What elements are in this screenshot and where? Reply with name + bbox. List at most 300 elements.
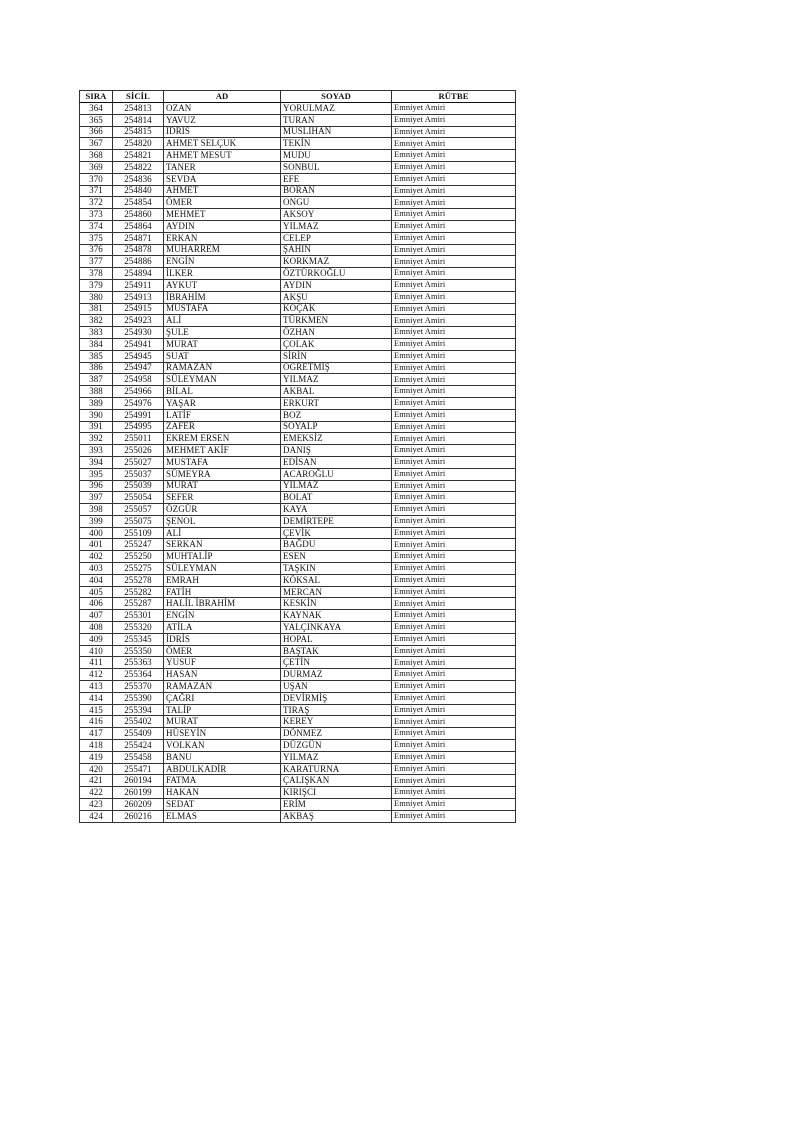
cell-sira: 416 xyxy=(80,716,113,728)
cell-rutbe: Emniyet Amiri xyxy=(392,209,516,221)
cell-ad: YUSUF xyxy=(164,657,281,669)
cell-soyad: HOPAL xyxy=(281,633,392,645)
cell-sira: 403 xyxy=(80,563,113,575)
cell-ad: AYKUT xyxy=(164,279,281,291)
cell-rutbe: Emniyet Amiri xyxy=(392,504,516,516)
cell-rutbe: Emniyet Amiri xyxy=(392,114,516,126)
cell-sira: 364 xyxy=(80,103,113,115)
cell-sicil: 255424 xyxy=(113,740,164,752)
table-row xyxy=(80,692,516,704)
cell-soyad: AKŞU xyxy=(281,291,392,303)
cell-sira: 418 xyxy=(80,740,113,752)
cell-soyad: DÜZGÜN xyxy=(281,740,392,752)
table-row xyxy=(80,374,516,386)
table-row xyxy=(80,574,516,586)
cell-soyad: TURAN xyxy=(281,114,392,126)
cell-soyad: ŞAHİN xyxy=(281,244,392,256)
cell-rutbe: Emniyet Amiri xyxy=(392,303,516,315)
cell-ad: EMRAH xyxy=(164,574,281,586)
cell-rutbe: Emniyet Amiri xyxy=(392,279,516,291)
cell-sira: 388 xyxy=(80,386,113,398)
cell-sira: 381 xyxy=(80,303,113,315)
cell-ad: AHMET SELÇUK xyxy=(164,138,281,150)
cell-sicil: 254821 xyxy=(113,150,164,162)
cell-soyad: TÜRKMEN xyxy=(281,315,392,327)
cell-rutbe: Emniyet Amiri xyxy=(392,645,516,657)
cell-rutbe: Emniyet Amiri xyxy=(392,445,516,457)
cell-ad: ZAFER xyxy=(164,421,281,433)
table-row xyxy=(80,103,516,115)
table-row xyxy=(80,291,516,303)
cell-sira: 386 xyxy=(80,362,113,374)
table-row xyxy=(80,268,516,280)
cell-sira: 366 xyxy=(80,126,113,138)
cell-sira: 380 xyxy=(80,291,113,303)
cell-rutbe: Emniyet Amiri xyxy=(392,161,516,173)
table-row xyxy=(80,445,516,457)
cell-sicil: 254991 xyxy=(113,409,164,421)
cell-sira: 389 xyxy=(80,397,113,409)
cell-sira: 397 xyxy=(80,492,113,504)
cell-sicil: 254915 xyxy=(113,303,164,315)
table-row xyxy=(80,138,516,150)
cell-sicil: 255471 xyxy=(113,763,164,775)
cell-rutbe: Emniyet Amiri xyxy=(392,799,516,811)
cell-rutbe: Emniyet Amiri xyxy=(392,138,516,150)
cell-sicil: 260194 xyxy=(113,775,164,787)
cell-rutbe: Emniyet Amiri xyxy=(392,315,516,327)
cell-sira: 423 xyxy=(80,799,113,811)
cell-soyad: UŞAN xyxy=(281,681,392,693)
cell-rutbe: Emniyet Amiri xyxy=(392,173,516,185)
cell-sira: 411 xyxy=(80,657,113,669)
cell-soyad: ÇALIŞKAN xyxy=(281,775,392,787)
cell-sira: 401 xyxy=(80,539,113,551)
cell-sicil: 254836 xyxy=(113,173,164,185)
cell-rutbe: Emniyet Amiri xyxy=(392,728,516,740)
cell-rutbe: Emniyet Amiri xyxy=(392,421,516,433)
cell-ad: SEFER xyxy=(164,492,281,504)
cell-soyad: ÖZHAN xyxy=(281,327,392,339)
cell-soyad: KIRIŞCI xyxy=(281,787,392,799)
cell-soyad: DEMİRTEPE xyxy=(281,515,392,527)
cell-sicil: 255057 xyxy=(113,504,164,516)
table-row xyxy=(80,539,516,551)
cell-rutbe: Emniyet Amiri xyxy=(392,551,516,563)
cell-sicil: 255278 xyxy=(113,574,164,586)
cell-sira: 377 xyxy=(80,256,113,268)
cell-soyad: ÖZTÜRKOĞLU xyxy=(281,268,392,280)
table-row xyxy=(80,633,516,645)
cell-ad: MEHMET AKİF xyxy=(164,445,281,457)
cell-sira: 404 xyxy=(80,574,113,586)
table-row xyxy=(80,504,516,516)
cell-sira: 406 xyxy=(80,598,113,610)
cell-ad: TALİP xyxy=(164,704,281,716)
cell-rutbe: Emniyet Amiri xyxy=(392,539,516,551)
cell-rutbe: Emniyet Amiri xyxy=(392,692,516,704)
cell-ad: İBRAHİM xyxy=(164,291,281,303)
cell-sira: 382 xyxy=(80,315,113,327)
cell-sicil: 255026 xyxy=(113,445,164,457)
cell-sicil: 255275 xyxy=(113,563,164,575)
table-row xyxy=(80,669,516,681)
cell-sicil: 255370 xyxy=(113,681,164,693)
cell-sicil: 255394 xyxy=(113,704,164,716)
cell-sira: 372 xyxy=(80,197,113,209)
cell-ad: İDRİS xyxy=(164,633,281,645)
cell-soyad: BAŞTAK xyxy=(281,645,392,657)
cell-rutbe: Emniyet Amiri xyxy=(392,456,516,468)
cell-sira: 412 xyxy=(80,669,113,681)
cell-ad: İLKER xyxy=(164,268,281,280)
cell-sicil: 254886 xyxy=(113,256,164,268)
cell-ad: ÖMER xyxy=(164,645,281,657)
cell-ad: ÖZGÜR xyxy=(164,504,281,516)
cell-soyad: DEVİRMİŞ xyxy=(281,692,392,704)
table-row xyxy=(80,433,516,445)
cell-ad: SÜLEYMAN xyxy=(164,374,281,386)
cell-rutbe: Emniyet Amiri xyxy=(392,492,516,504)
cell-sicil: 255039 xyxy=(113,480,164,492)
cell-rutbe: Emniyet Amiri xyxy=(392,586,516,598)
cell-ad: ENGİN xyxy=(164,256,281,268)
table-row xyxy=(80,515,516,527)
cell-sira: 422 xyxy=(80,787,113,799)
table-row xyxy=(80,810,516,822)
cell-ad: AHMET MESUT xyxy=(164,150,281,162)
cell-rutbe: Emniyet Amiri xyxy=(392,515,516,527)
cell-soyad: EFE xyxy=(281,173,392,185)
table-row xyxy=(80,799,516,811)
cell-sira: 405 xyxy=(80,586,113,598)
cell-sira: 394 xyxy=(80,456,113,468)
cell-rutbe: Emniyet Amiri xyxy=(392,150,516,162)
cell-sira: 384 xyxy=(80,338,113,350)
cell-sicil: 255250 xyxy=(113,551,164,563)
cell-sicil: 255364 xyxy=(113,669,164,681)
table-row xyxy=(80,681,516,693)
header-rutbe: RÜTBE xyxy=(392,91,516,103)
cell-soyad: YILMAZ xyxy=(281,220,392,232)
table-row xyxy=(80,161,516,173)
cell-soyad: TAŞKIN xyxy=(281,563,392,575)
cell-sira: 420 xyxy=(80,763,113,775)
cell-sira: 395 xyxy=(80,468,113,480)
cell-rutbe: Emniyet Amiri xyxy=(392,657,516,669)
cell-ad: YAVUZ xyxy=(164,114,281,126)
cell-rutbe: Emniyet Amiri xyxy=(392,787,516,799)
cell-rutbe: Emniyet Amiri xyxy=(392,197,516,209)
table-row xyxy=(80,598,516,610)
cell-ad: ALİ xyxy=(164,315,281,327)
table-row xyxy=(80,279,516,291)
cell-soyad: ÇEVİK xyxy=(281,527,392,539)
cell-soyad: ERİM xyxy=(281,799,392,811)
cell-sicil: 254854 xyxy=(113,197,164,209)
cell-rutbe: Emniyet Amiri xyxy=(392,220,516,232)
cell-rutbe: Emniyet Amiri xyxy=(392,362,516,374)
cell-soyad: ACAROĞLU xyxy=(281,468,392,480)
table-row xyxy=(80,610,516,622)
cell-ad: MURAT xyxy=(164,338,281,350)
cell-sicil: 254813 xyxy=(113,103,164,115)
table-row xyxy=(80,775,516,787)
cell-sira: 421 xyxy=(80,775,113,787)
table-row xyxy=(80,480,516,492)
cell-sicil: 254815 xyxy=(113,126,164,138)
cell-soyad: DANIŞ xyxy=(281,445,392,457)
cell-ad: OZAN xyxy=(164,103,281,115)
cell-ad: HASAN xyxy=(164,669,281,681)
cell-sicil: 260216 xyxy=(113,810,164,822)
table-row xyxy=(80,256,516,268)
cell-sira: 392 xyxy=(80,433,113,445)
table-row xyxy=(80,244,516,256)
cell-rutbe: Emniyet Amiri xyxy=(392,386,516,398)
cell-rutbe: Emniyet Amiri xyxy=(392,268,516,280)
cell-soyad: BORAN xyxy=(281,185,392,197)
cell-ad: ERKAN xyxy=(164,232,281,244)
cell-sira: 415 xyxy=(80,704,113,716)
table-row xyxy=(80,362,516,374)
cell-sira: 387 xyxy=(80,374,113,386)
cell-ad: ABDULKADİR xyxy=(164,763,281,775)
header-sira: SIRA xyxy=(80,91,113,103)
cell-sicil: 254871 xyxy=(113,232,164,244)
cell-ad: BİLAL xyxy=(164,386,281,398)
cell-soyad: ERKURT xyxy=(281,397,392,409)
cell-sicil: 255350 xyxy=(113,645,164,657)
cell-sicil: 254822 xyxy=(113,161,164,173)
cell-sicil: 255320 xyxy=(113,622,164,634)
cell-ad: AYDIN xyxy=(164,220,281,232)
table-row xyxy=(80,150,516,162)
cell-sira: 367 xyxy=(80,138,113,150)
cell-rutbe: Emniyet Amiri xyxy=(392,397,516,409)
table-row xyxy=(80,716,516,728)
cell-sira: 371 xyxy=(80,185,113,197)
cell-rutbe: Emniyet Amiri xyxy=(392,763,516,775)
cell-sira: 390 xyxy=(80,409,113,421)
table-row xyxy=(80,645,516,657)
table-row xyxy=(80,315,516,327)
table-row xyxy=(80,350,516,362)
cell-sicil: 255301 xyxy=(113,610,164,622)
cell-ad: MUSTAFA xyxy=(164,303,281,315)
cell-sicil: 255390 xyxy=(113,692,164,704)
cell-soyad: EDİSAN xyxy=(281,456,392,468)
cell-soyad: KOÇAK xyxy=(281,303,392,315)
cell-soyad: KARATURNA xyxy=(281,763,392,775)
table-row xyxy=(80,563,516,575)
table-row xyxy=(80,185,516,197)
table-row xyxy=(80,114,516,126)
cell-sicil: 254923 xyxy=(113,315,164,327)
header-ad: AD xyxy=(164,91,281,103)
table-row xyxy=(80,327,516,339)
cell-soyad: TIRAŞ xyxy=(281,704,392,716)
table-row xyxy=(80,232,516,244)
cell-sira: 409 xyxy=(80,633,113,645)
cell-sicil: 254878 xyxy=(113,244,164,256)
cell-sira: 383 xyxy=(80,327,113,339)
cell-sicil: 254966 xyxy=(113,386,164,398)
cell-ad: LATİF xyxy=(164,409,281,421)
cell-ad: MUHARREM xyxy=(164,244,281,256)
table-row xyxy=(80,527,516,539)
cell-sira: 373 xyxy=(80,209,113,221)
table-row xyxy=(80,657,516,669)
cell-soyad: KAYNAK xyxy=(281,610,392,622)
cell-soyad: KORKMAZ xyxy=(281,256,392,268)
cell-rutbe: Emniyet Amiri xyxy=(392,338,516,350)
cell-sicil: 255027 xyxy=(113,456,164,468)
cell-rutbe: Emniyet Amiri xyxy=(392,291,516,303)
cell-soyad: MUSLİHAN xyxy=(281,126,392,138)
table-row xyxy=(80,468,516,480)
cell-ad: ENGİN xyxy=(164,610,281,622)
cell-ad: AHMET xyxy=(164,185,281,197)
cell-sicil: 254958 xyxy=(113,374,164,386)
table-row xyxy=(80,787,516,799)
cell-rutbe: Emniyet Amiri xyxy=(392,527,516,539)
cell-sicil: 255037 xyxy=(113,468,164,480)
cell-sicil: 254860 xyxy=(113,209,164,221)
cell-sira: 417 xyxy=(80,728,113,740)
cell-sicil: 254911 xyxy=(113,279,164,291)
table-row xyxy=(80,586,516,598)
table-row xyxy=(80,492,516,504)
cell-sira: 376 xyxy=(80,244,113,256)
cell-sicil: 254941 xyxy=(113,338,164,350)
table-row xyxy=(80,303,516,315)
cell-soyad: YORULMAZ xyxy=(281,103,392,115)
cell-rutbe: Emniyet Amiri xyxy=(392,350,516,362)
table-row xyxy=(80,220,516,232)
cell-sira: 385 xyxy=(80,350,113,362)
table-row xyxy=(80,551,516,563)
cell-ad: SEVDA xyxy=(164,173,281,185)
cell-ad: BANU xyxy=(164,751,281,763)
header-row xyxy=(80,91,516,103)
cell-ad: İDRİS xyxy=(164,126,281,138)
cell-sicil: 255011 xyxy=(113,433,164,445)
cell-sira: 402 xyxy=(80,551,113,563)
table-row xyxy=(80,397,516,409)
table-row xyxy=(80,740,516,752)
header-sicil: SİCİL xyxy=(113,91,164,103)
cell-soyad: MERCAN xyxy=(281,586,392,598)
cell-sicil: 255054 xyxy=(113,492,164,504)
cell-soyad: AKSOY xyxy=(281,209,392,221)
cell-soyad: KESKİN xyxy=(281,598,392,610)
cell-rutbe: Emniyet Amiri xyxy=(392,633,516,645)
cell-rutbe: Emniyet Amiri xyxy=(392,810,516,822)
cell-rutbe: Emniyet Amiri xyxy=(392,622,516,634)
cell-ad: HALİL İBRAHİM xyxy=(164,598,281,610)
cell-sicil: 255109 xyxy=(113,527,164,539)
cell-soyad: YILMAZ xyxy=(281,374,392,386)
cell-sicil: 255287 xyxy=(113,598,164,610)
table-row xyxy=(80,209,516,221)
cell-soyad: YILMAZ xyxy=(281,480,392,492)
cell-sira: 414 xyxy=(80,692,113,704)
cell-ad: ŞULE xyxy=(164,327,281,339)
cell-ad: RAMAZAN xyxy=(164,681,281,693)
table-row xyxy=(80,338,516,350)
cell-sira: 424 xyxy=(80,810,113,822)
cell-sicil: 254913 xyxy=(113,291,164,303)
cell-ad: SÜLEYMAN xyxy=(164,563,281,575)
cell-soyad: ÇETİN xyxy=(281,657,392,669)
cell-sira: 413 xyxy=(80,681,113,693)
cell-rutbe: Emniyet Amiri xyxy=(392,185,516,197)
cell-rutbe: Emniyet Amiri xyxy=(392,433,516,445)
cell-ad: ÖMER xyxy=(164,197,281,209)
cell-ad: MURAT xyxy=(164,480,281,492)
cell-rutbe: Emniyet Amiri xyxy=(392,480,516,492)
cell-soyad: TEKİN xyxy=(281,138,392,150)
cell-sira: 419 xyxy=(80,751,113,763)
cell-soyad: ESEN xyxy=(281,551,392,563)
cell-sira: 399 xyxy=(80,515,113,527)
cell-rutbe: Emniyet Amiri xyxy=(392,598,516,610)
cell-rutbe: Emniyet Amiri xyxy=(392,704,516,716)
cell-sicil: 255247 xyxy=(113,539,164,551)
cell-soyad: SOYALP xyxy=(281,421,392,433)
cell-soyad: KÖKSAL xyxy=(281,574,392,586)
cell-soyad: YILMAZ xyxy=(281,751,392,763)
cell-soyad: EMEKSİZ xyxy=(281,433,392,445)
cell-sira: 365 xyxy=(80,114,113,126)
cell-ad: MUSTAFA xyxy=(164,456,281,468)
cell-sicil: 255409 xyxy=(113,728,164,740)
cell-rutbe: Emniyet Amiri xyxy=(392,409,516,421)
cell-soyad: YALÇINKAYA xyxy=(281,622,392,634)
cell-ad: FATMA xyxy=(164,775,281,787)
table-row xyxy=(80,456,516,468)
cell-sira: 378 xyxy=(80,268,113,280)
cell-soyad: SONBUL xyxy=(281,161,392,173)
cell-rutbe: Emniyet Amiri xyxy=(392,563,516,575)
cell-sicil: 254894 xyxy=(113,268,164,280)
cell-ad: FATİH xyxy=(164,586,281,598)
cell-sicil: 254840 xyxy=(113,185,164,197)
cell-sicil: 260209 xyxy=(113,799,164,811)
table-row xyxy=(80,386,516,398)
cell-sicil: 254930 xyxy=(113,327,164,339)
cell-soyad: DURMAZ xyxy=(281,669,392,681)
cell-soyad: ÖĞRETMİŞ xyxy=(281,362,392,374)
cell-ad: SÜMEYRA xyxy=(164,468,281,480)
cell-sicil: 254976 xyxy=(113,397,164,409)
cell-ad: YAŞAR xyxy=(164,397,281,409)
cell-ad: RAMAZAN xyxy=(164,362,281,374)
cell-ad: SUAT xyxy=(164,350,281,362)
cell-ad: ELMAS xyxy=(164,810,281,822)
cell-rutbe: Emniyet Amiri xyxy=(392,669,516,681)
cell-rutbe: Emniyet Amiri xyxy=(392,681,516,693)
table-row xyxy=(80,173,516,185)
cell-ad: SERKAN xyxy=(164,539,281,551)
cell-ad: ATİLA xyxy=(164,622,281,634)
cell-sicil: 254947 xyxy=(113,362,164,374)
cell-ad: TANER xyxy=(164,161,281,173)
cell-sira: 369 xyxy=(80,161,113,173)
cell-sicil: 255458 xyxy=(113,751,164,763)
cell-sicil: 254945 xyxy=(113,350,164,362)
